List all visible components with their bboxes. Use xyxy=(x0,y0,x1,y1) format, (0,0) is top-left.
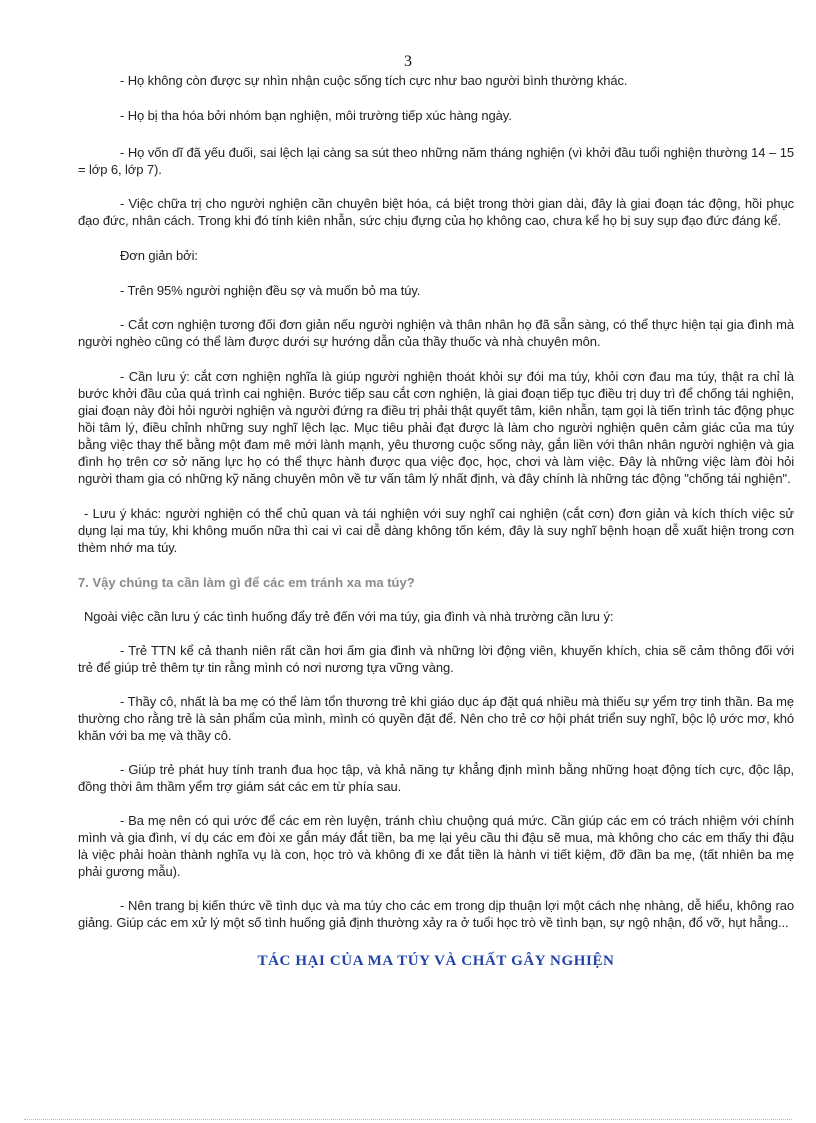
paragraph-parent-rules: - Ba mẹ nên có qui ước để các em rèn luyện, tránh chìu chuộng quá mức. Cần giúp các em có trách nhiệm với chính mình và gia đình, ví dụ các em đòi xe gắn máy đắt tiền, ba mẹ lại yêu cầu thi đậu sẽ mua, mà không cho các em thấy thi đậu là việc phải hoàn thành nghĩa vụ là con, học trò và không đi xe đắt tiền là hành vi tiết kiệm, đỡ đần ba mẹ, (tất nhiên ba mẹ phải gương mẫu). xyxy=(78,813,794,879)
paragraph-sex-drug-education: - Nên trang bị kiến thức về tình dục và ma túy cho các em trong dịp thuận lợi một cách nhẹ nhàng, dễ hiểu, không rao giảng. Giúp các em xử lý một số tình huống giả định thường xảy ra ở tuổi học trò về tình bạn, sự ngộ nhận, đổ vỡ, hụt hẫng... xyxy=(78,898,794,930)
paragraph-withdrawal-simple: - Cắt cơn nghiện tương đối đơn giản nếu người nghiện và thân nhân họ đã sẵn sàng, có thể thực hiện tại gia đình mà người nghèo cũng có thể làm được dưới sự hướng dẫn của thầy thuốc và nhà chuyên môn. xyxy=(78,317,794,349)
section-heading: 7. Vậy chúng ta cần làm gì để các em tránh xa ma túy? xyxy=(78,575,415,590)
paragraph-weak-nature: - Họ vốn dĩ đã yếu đuối, sai lệch lại càng sa sút theo những năm tháng nghiện (vì khởi đầu tuổi nghiện thường 14 – 15 = lớp 6, lớp 7). xyxy=(78,145,794,177)
paragraph-corrupted-by-peers: - Họ bị tha hóa bởi nhóm bạn nghiện, môi trường tiếp xúc hàng ngày. xyxy=(120,108,512,123)
paragraph-teachers-parents: - Thầy cô, nhất là ba mẹ có thể làm tổn thương trẻ khi giáo dục áp đặt quá nhiều mà thiếu sự yểm trợ tinh thần. Ba mẹ thường cho rằng trẻ là sản phẩm của mình, mình có quyền đặt để. Nên cho trẻ cơ hội phát triển suy nghĩ, bộc lộ ước mơ, khó khăn với ba mẹ và thầy cô. xyxy=(78,694,794,743)
paragraph-95-percent: - Trên 95% người nghiện đều sợ và muốn bỏ ma túy. xyxy=(120,283,421,298)
paragraph-treatment-specialized: - Việc chữa trị cho người nghiện cần chuyên biệt hóa, cá biệt trong thời gian dài, đây là giai đoạn tác động, hồi phục đạo đức, nhân cách. Trong khi đó tính kiên nhẫn, sức chịu đựng của họ không cao, chưa kể họ bị suy sụp đạo đức đáng kể. xyxy=(78,196,794,228)
paragraph-note-relapse-prevention: - Cần lưu ý: cắt cơn nghiện nghĩa là giúp người nghiện thoát khỏi sự đói ma túy, khỏi cơn đau ma túy, thật ra chỉ là bước khởi đầu của quá trình cai nghiện. Bước tiếp sau cắt cơn nghiện, là giai đoạn tiếp tục điều trị duy trì để chống tái nghiện, giai đoạn này đòi hỏi người nghiện và người đứng ra điều trị phải thật quyết tâm, kiên nhẫn, tạm gọi là tiến trình tác động phục hồi tâm lý, điều chỉnh những suy nghĩ lệch lạc. Mục tiêu phải đạt được là làm cho người nghiện quên cảm giác của ma túy bằng việc thay thế bằng một đam mê mới lành mạnh, yêu thương cuộc sống này, gắn liền với thân nhân người nghiện và gia đình họ trên cơ sở năng lực họ có thể thực hành được qua việc đọc, học, chơi và làm việc. Đây là những việc làm đòi hỏi người tham gia có những kỹ năng chuyên môn về tư vấn tâm lý nhất định, và đây chính là những tác động "chống tái nghiện". xyxy=(78,369,794,486)
paragraph-not-recognized: - Họ không còn được sự nhìn nhận cuộc sống tích cực như bao người bình thường khác. xyxy=(120,73,628,88)
paragraph-family-warmth: - Trẻ TTN kể cả thanh niên rất cần hơi ấm gia đình và những lời động viên, khuyến khích, chia sẽ cảm thông đối với trẻ để giúp trẻ thêm tự tin rằng mình có nơi nương tựa vững vàng. xyxy=(78,643,794,675)
paragraph-other-note: - Lưu ý khác: người nghiện có thể chủ quan và tái nghiện với suy nghĩ cai nghiện (cắt cơn) đơn giản và kích thích việc sử dụng lại ma túy, khi không muốn nữa thì cai vì cai dễ dàng không tốn kém, đây là suy nghĩ bệnh hoạn dễ xuất hiện trong cơn thèm nhớ ma túy. xyxy=(78,506,794,555)
paragraph-intro-cautions: Ngoài việc cần lưu ý các tình huống đẩy trẻ đến với ma túy, gia đình và nhà trường cần lưu ý: xyxy=(84,609,614,624)
paragraph-competition-study: - Giúp trẻ phát huy tính tranh đua học tập, và khả năng tự khẳng định mình bằng những hoạt động tích cực, độc lập, đồng thời âm thầm yểm trợ giám sát các em từ phía sau. xyxy=(78,762,794,794)
document-body xyxy=(78,72,794,970)
page-footer-divider xyxy=(24,1119,792,1120)
paragraph-simple-because: Đơn giản bởi: xyxy=(120,248,198,263)
page-number: 3 xyxy=(404,53,412,70)
bottom-title: TÁC HẠI CỦA MA TÚY VÀ CHẤT GÂY NGHIỆN xyxy=(257,953,615,969)
